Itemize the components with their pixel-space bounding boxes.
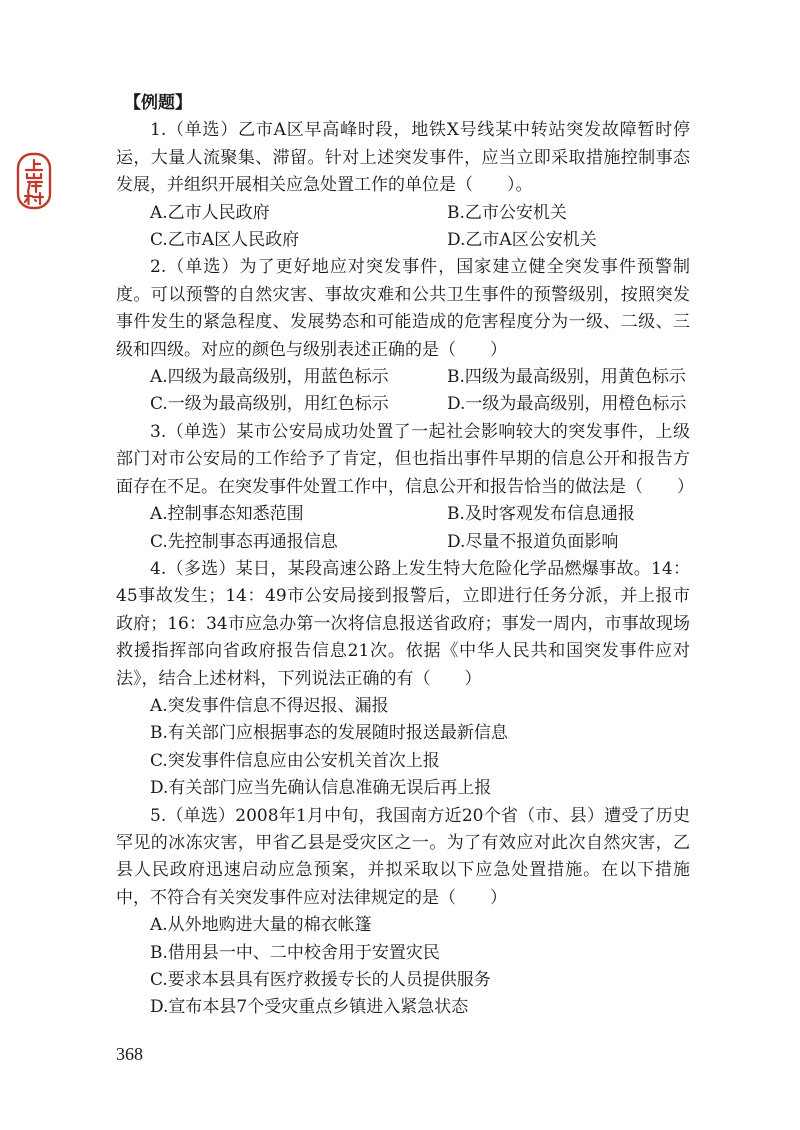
question-2-option-d: D.一级为最高级别，用橙色标示 [447, 394, 687, 415]
question-1-options-row-1 [116, 200, 690, 227]
question-5-option-d: D.宣布本县7个受灾重点乡镇进入紧急状态 [150, 997, 469, 1018]
question-2-option-c: C.一级为最高级别，用红色标示 [150, 394, 389, 415]
seal-stamp [16, 152, 52, 210]
question-2-options-row-2 [116, 391, 690, 418]
question-3-stem: 3.（单选）某市公安局成功处置了一起社会影响较大的突发事件，上级部门对市公安局的工作给予了肯定，但也指出事件早期的信息公开和报告方面存在不足。在突发事件处置工作中，信息公开和报告恰当的做法是（ ） [116, 421, 694, 497]
question-1-option-b: B.乙市公安机关 [447, 202, 567, 223]
question-1-option-c: C.乙市A区人民政府 [150, 230, 300, 251]
seal-stamp-icon [16, 152, 52, 210]
question-1-option-d: D.乙市A区公安机关 [447, 230, 597, 251]
question-5-option-b: B.借用县一中、二中校舍用于安置灾民 [150, 942, 440, 963]
question-3-option-a: A.控制事态知悉范围 [150, 504, 304, 525]
question-2-options-row-1 [116, 364, 690, 391]
question-4-option-d: D.有关部门应当先确认信息准确无误后再上报 [150, 778, 492, 799]
question-3-option-c: C.先控制事态再通报信息 [150, 531, 338, 552]
question-4-option-b: B.有关部门应根据事态的发展随时报送最新信息 [150, 723, 508, 744]
question-5-stem: 5.（单选）2008年1月中旬，我国南方近20个省（市、县）遭受了历史罕见的冰冻灾害，甲省乙县是受灾区之一。为了有效应对此次自然灾害，乙县人民政府迅速启动应急预案，并拟采取以下应急处置措施。在以下措施中，不符合有关突发事件应对法律规定的是（ ） [116, 805, 690, 908]
question-2-stem: 2.（单选）为了更好地应对突发事件，国家建立健全突发事件预警制度。可以预警的自然灾害、事故灾难和公共卫生事件的预警级别，按照突发事件发生的紧急程度、发展势态和可能造成的危害程度分为一级、二级、三级和四级。对应的颜色与级别表述正确的是（ ） [116, 257, 690, 360]
question-3-options-row-1 [116, 501, 690, 528]
question-1-option-a: A.乙市人民政府 [150, 202, 270, 223]
question-1-options-row-2 [116, 227, 690, 254]
question-1-stem: 1.（单选）乙市A区早高峰时段，地铁X号线某中转站突发故障暂时停运，大量人流聚集、滞留。针对上述突发事件，应当立即采取措施控制事态发展，并组织开展相关应急处置工作的单位是（ ）。 [116, 120, 690, 196]
question-4-stem: 4.（多选）某日，某段高速公路上发生特大危险化学品燃爆事故。14：45事故发生；14：49市公安局接到报警后，立即进行任务分派，并上报市政府；16：34市应急办第一次将信息报送省政府；事发一周内，市事故现场救援指挥部向省政府报告信息21次。依据《中华人民共和国突发事件应对法》，结合上述材料，下列说法正确的有（ ） [116, 558, 690, 689]
question-5-option-a: A.从外地购进大量的棉衣帐篷 [150, 915, 372, 936]
question-3-option-d: D.尽量不报道负面影响 [447, 531, 619, 552]
question-3-options-row-2 [116, 529, 690, 556]
section-heading: 【例题】 [124, 93, 192, 113]
question-4-option-c: C.突发事件信息应由公安机关首次上报 [150, 750, 440, 771]
question-5-option-c: C.要求本县具有医疗救援专长的人员提供服务 [150, 970, 491, 990]
main-content [116, 90, 694, 1022]
question-3-option-b: B.及时客观发布信息通报 [447, 504, 635, 525]
question-2-option-a: A.四级为最高级别，用蓝色标示 [150, 367, 389, 388]
question-2-option-b: B.四级为最高级别，用黄色标示 [447, 367, 686, 388]
page-number: 368 [116, 1044, 143, 1064]
question-4-option-a: A.突发事件信息不得迟报、漏报 [150, 695, 389, 716]
